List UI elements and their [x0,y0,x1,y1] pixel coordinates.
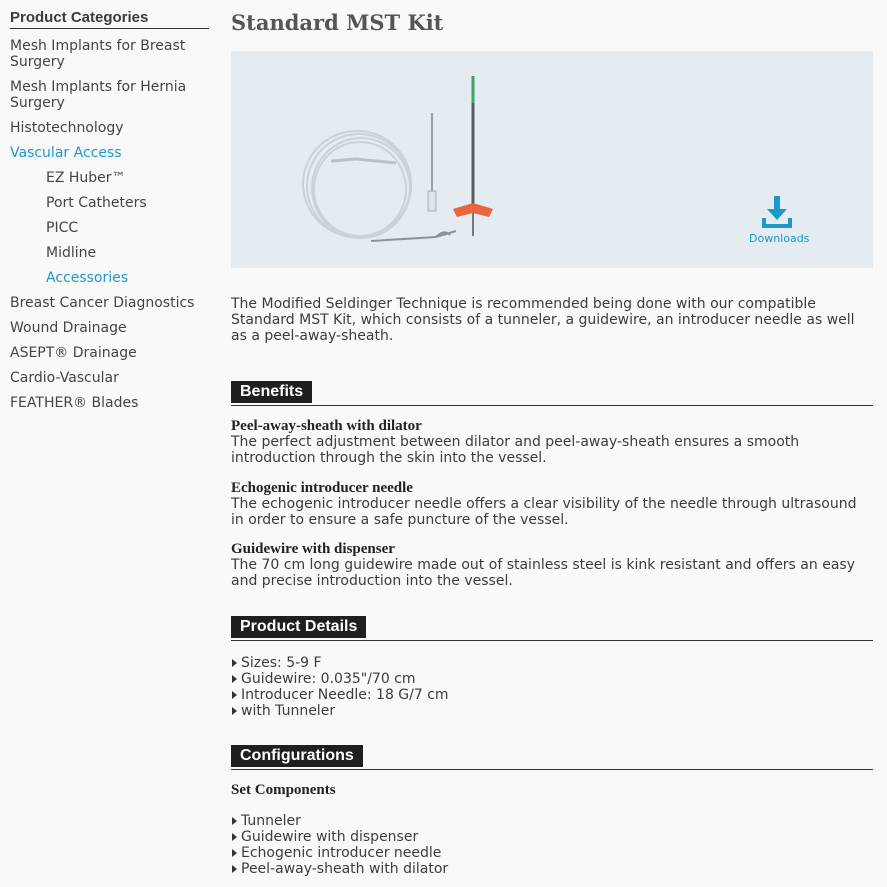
set-components-title: Set Components [231,782,336,798]
benefit-item [231,480,873,528]
downloads-label: Downloads [749,232,810,245]
benefits-heading-label: Benefits [231,381,312,403]
benefit-text: The perfect adjustment between dilator and peel-away-sheath ensures a smooth introduction through the skin into the vessel. [231,434,800,466]
page-title: Standard MST Kit [231,10,444,35]
benefit-title: Echogenic introducer needle [231,480,413,496]
sidebar-item-feather-blades[interactable]: FEATHER® Blades [10,395,139,411]
benefit-title: Guidewire with dispenser [231,541,395,557]
list-item: Sizes: 5-9 F [231,655,449,671]
sidebar-item-wound-drainage[interactable]: Wound Drainage [10,320,127,336]
list-item: Guidewire: 0.035"/70 cm [231,671,449,687]
sidebar-subitem-port-catheters[interactable]: Port Catheters [46,195,147,211]
sidebar-item-vascular-access[interactable]: Vascular Access [10,145,122,161]
product-details-heading-label: Product Details [231,616,366,638]
benefit-text: The echogenic introducer needle offers a clear visibility of the needle through ultrasound in order to ensure a safe puncture of the vessel. [231,496,857,528]
sidebar-title: Product Categories [10,9,209,29]
benefit-title: Peel-away-sheath with dilator [231,418,422,434]
sidebar-subitem-accessories[interactable]: Accessories [46,270,129,286]
sidebar-item-cardio-vascular[interactable]: Cardio-Vascular [10,370,119,386]
benefit-text: The 70 cm long guidewire made out of stainless steel is kink resistant and offers an easy and precise introduction into the vessel. [231,557,855,589]
list-item: Guidewire with dispenser [231,829,448,845]
sidebar-subitem-midline[interactable]: Midline [46,245,97,261]
sidebar-item-breast-cancer-diagnostics[interactable]: Breast Cancer Diagnostics [10,295,195,311]
sidebar-item-asept-drainage[interactable]: ASEPT® Drainage [10,345,137,361]
intro-text: The Modified Seldinger Technique is recommended being done with our compatible Standard MST Kit, which consists of a tunneler, a guidewire, an introducer needle as well as a peel-away-sheath. [231,296,855,344]
configurations-heading-label: Configurations [231,745,363,767]
set-components-list [231,813,448,877]
benefits-heading [231,381,873,406]
list-item: Introducer Needle: 18 G/7 cm [231,687,449,703]
download-icon [759,194,795,230]
list-item: with Tunneler [231,703,449,719]
sidebar-item-mesh-hernia[interactable]: Mesh Implants for Hernia Surgery [10,79,187,111]
product-image [231,51,873,268]
sidebar-subitem-picc[interactable]: PICC [46,220,79,236]
main-content [231,0,874,877]
list-item: Tunneler [231,813,448,829]
category-list [10,33,209,415]
product-details-heading [231,616,873,641]
benefit-item [231,541,873,589]
configurations-heading [231,745,873,770]
product-details-list [231,655,449,719]
sidebar-item-mesh-breast[interactable]: Mesh Implants for Breast Surgery [10,38,186,70]
benefit-item [231,418,873,466]
sidebar [10,9,209,415]
sidebar-item-histotechnology[interactable]: Histotechnology [10,120,124,136]
sidebar-subitem-ez-huber[interactable]: EZ Huber™ [46,170,126,186]
list-item: Echogenic introducer needle [231,845,448,861]
downloads-button[interactable] [749,194,810,245]
list-item: Peel-away-sheath with dilator [231,861,448,877]
